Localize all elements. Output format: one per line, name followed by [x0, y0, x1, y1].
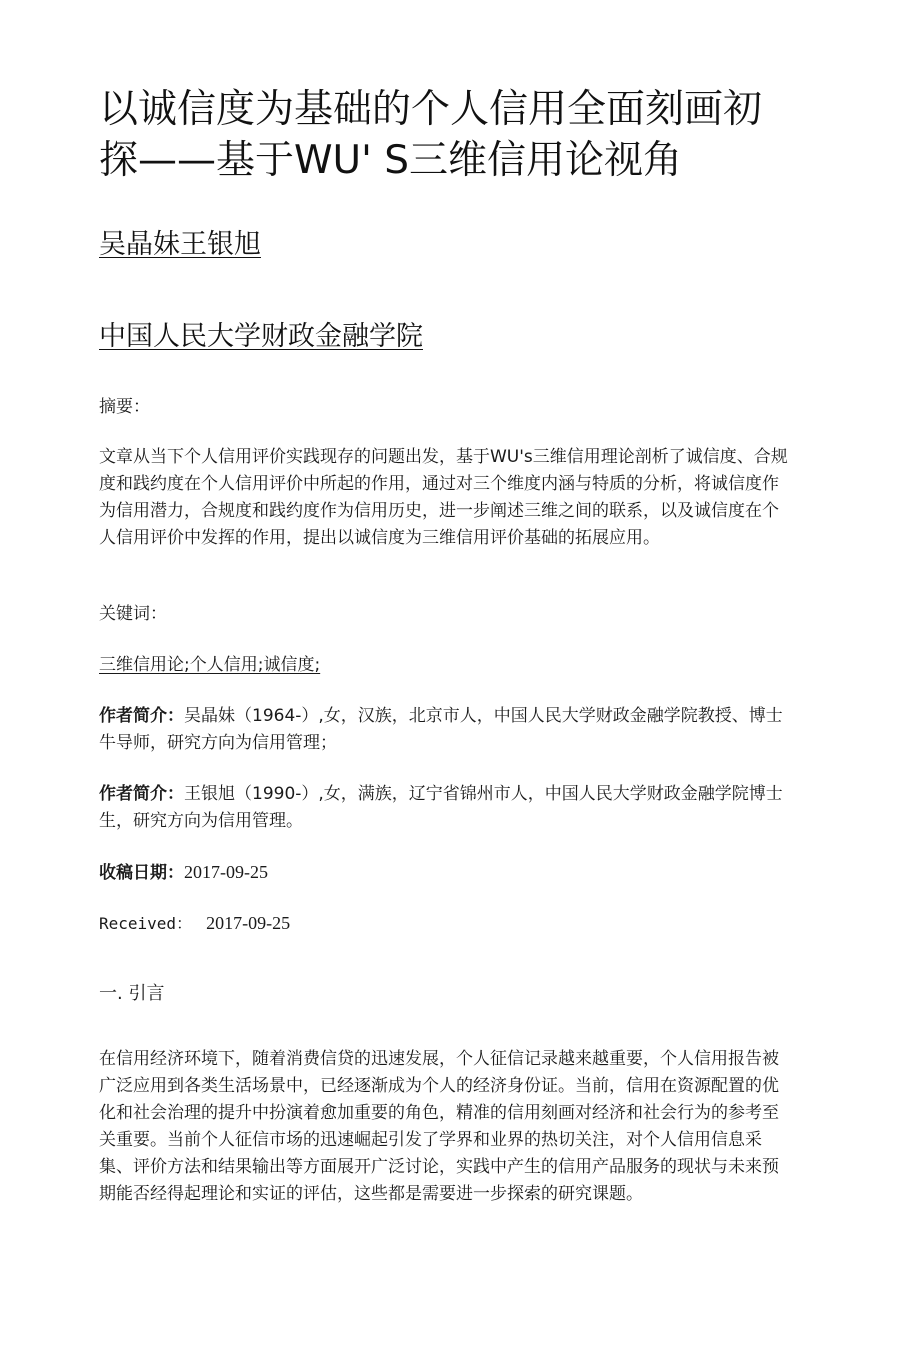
- received-date-cn: [99, 859, 268, 887]
- introduction-paragraph: 在信用经济环境下，随着消费信贷的迅速发展，个人征信记录越来越重要，个人信用报告被广泛应用到各类生活场景中，已经逐渐成为个人的经济身份证。当前，信用在资源配置的优化和社会治理的提升中扮演着愈加重要的角色，精准的信用刻画对经济和社会行为的参考至关重要。当前个人征信市场的迅速崛起引发了学界和业界的热切关注，对个人信用信息采集、评价方法和结果输出等方面展开广泛讨论，实践中产生的信用产品服务的现状与未来预期能否经得起理论和实证的评估，这些都是需要进一步探索的研究课题。: [99, 1049, 779, 1204]
- received-value-en: 2017-09-25: [206, 913, 291, 933]
- author-bio-1: [99, 703, 794, 757]
- author-bio-label: 作者简介：: [99, 784, 184, 804]
- received-date-en: [99, 910, 290, 937]
- paper-title: 以诚信度为基础的个人信用全面刻画初探——基于WU' S三维信用论视角: [99, 87, 763, 183]
- abstract-body: 文章从当下个人信用评价实践现存的问题出发，基于WU's三维信用理论剖析了诚信度、合规度和践约度在个人信用评价中所起的作用，通过对三个维度内涵与特质的分析，将诚信度作为信用潜力，合规度和践约度作为信用历史，进一步阐述三维之间的联系，以及诚信度在个人信用评价中发挥的作用，提出以诚信度为三维信用评价基础的拓展应用。: [99, 447, 788, 548]
- author-bio-2: [99, 781, 794, 835]
- received-label-cn: 收稿日期：: [99, 863, 184, 883]
- received-value-cn: 2017-09-25: [184, 862, 268, 882]
- author-bio-label: 作者简介：: [99, 706, 184, 726]
- author-bio-text: 王银旭（1990-）,女，满族，辽宁省锦州市人，中国人民大学财政金融学院博士生，研究方向为信用管理。: [99, 784, 783, 831]
- keywords-label: 关键词：: [99, 604, 167, 624]
- abstract-label: 摘要：: [99, 397, 150, 417]
- section-heading-introduction: 一. 引言: [99, 983, 165, 1004]
- received-label-en: Received：: [99, 914, 193, 933]
- author-names-link[interactable]: 吴晶妹王银旭: [99, 229, 261, 260]
- keywords-link[interactable]: 三维信用论;个人信用;诚信度;: [99, 655, 321, 675]
- author-bio-text: 吴晶妹（1964-）,女，汉族，北京市人，中国人民大学财政金融学院教授、博士牛导师，研究方向为信用管理；: [99, 706, 783, 753]
- affiliation-link[interactable]: 中国人民大学财政金融学院: [99, 321, 423, 352]
